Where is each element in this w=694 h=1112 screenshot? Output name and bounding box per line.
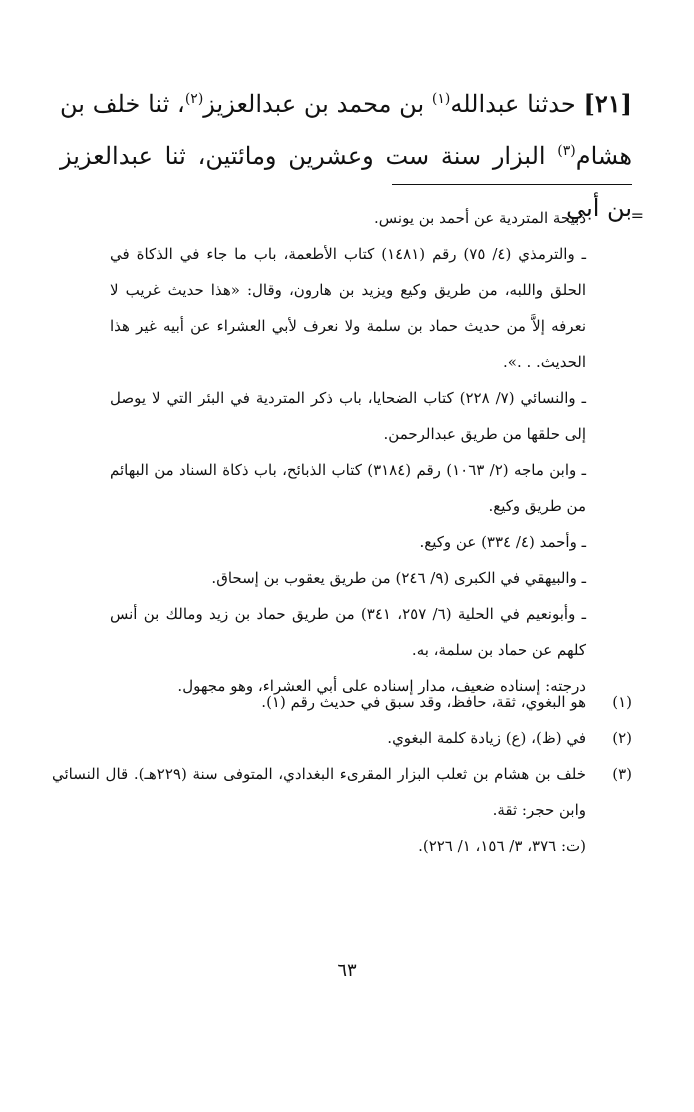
- footnote-item: [52, 756, 632, 864]
- footnote-ref: (٣): [557, 143, 576, 159]
- hadith-segment: بن محمد بن عبدالعزيز: [203, 90, 432, 118]
- footnote-number: (١): [612, 693, 632, 711]
- footnote-paragraph: ـ وابن ماجه (٢/ ١٠٦٣) رقم (٣١٨٤) كتاب الذبائح، باب ذكاة السناد من البهائم من طريق وكيع.: [110, 461, 587, 515]
- footnote-number: (٢): [612, 729, 632, 747]
- footnote-paragraph: ـ وأحمد (٤/ ٣٣٤) عن وكيع.: [419, 533, 586, 551]
- hadith-segment: حدثنا عبدالله: [450, 90, 584, 118]
- page-number: ٦٣: [337, 960, 357, 981]
- continuation-mark: =: [630, 206, 644, 225]
- footnote-text: خلف بن هشام بن ثعلب البزار المقرىء البغدادي، المتوفى سنة (٢٢٩هـ). قال النسائي وابن حجر: ثقة.: [52, 765, 586, 819]
- footnote-reference: (ت: ٣٧٦، ٣/ ١٥٦، ١/ ٢٢٦).: [418, 837, 586, 855]
- footnote-paragraph: ـ والبيهقي في الكبرى (٩/ ٢٤٦) من طريق يعقوب بن إسحاق.: [211, 569, 586, 587]
- hadith-segment: ، ثنا خلف بن هشام: [60, 90, 632, 170]
- footnote-ref: (١): [431, 91, 451, 107]
- footnote-paragraph: درجته: إسناده ضعيف، مدار إسناده على أبي العشراء، وهو مجهول.: [177, 677, 586, 695]
- footnote-continuation: [110, 200, 586, 704]
- footnote-ref: (٢): [184, 91, 204, 107]
- hadith-segment: البزار سنة ست وعشرين ومائتين، ثنا عبدالعزيز بن أبي: [60, 142, 632, 222]
- footnote-paragraph: ـ والنسائي (٧/ ٢٢٨) كتاب الضحايا، باب ذكر المتردية في البئر التي لا يوصل إلى حلقها من طريق عبدالرحمن.: [110, 389, 587, 443]
- footnote-number: (٣): [612, 765, 632, 783]
- footnote-text: في (ظ)، (ع) زيادة كلمة البغوي.: [387, 729, 586, 747]
- footnote-paragraph: ـ والترمذي (٤/ ٧٥) رقم (١٤٨١) كتاب الأطعمة، باب ما جاء في الذكاة في الحلق واللبه، من طريق وكيع ويزيد بن هارون، وقال: «هذا حديث غريب لا نعرفه إلاَّ من حديث حماد بن سلمة ولا نعرف لأبي العشراء عن أبيه غير هذا الحديث. . .».: [110, 245, 587, 371]
- footnote-item: [52, 684, 632, 720]
- hadith-number: [٢١]: [583, 89, 632, 118]
- footnote-text: هو البغوي، ثقة، حافظ، وقد سبق في حديث رقم (١).: [261, 693, 586, 711]
- footnote-paragraph: ـ وأبونعيم في الحلية (٦/ ٢٥٧، ٣٤١) من طريق حماد بن زيد ومالك بن أنس كلهم عن حماد بن سلمة، به.: [110, 605, 587, 659]
- footnote-paragraph: ذبيحة المتردية عن أحمد بن يونس.: [374, 209, 586, 227]
- footnote-separator: [392, 184, 632, 185]
- footnote-item: [52, 720, 632, 756]
- footnotes: [52, 684, 632, 864]
